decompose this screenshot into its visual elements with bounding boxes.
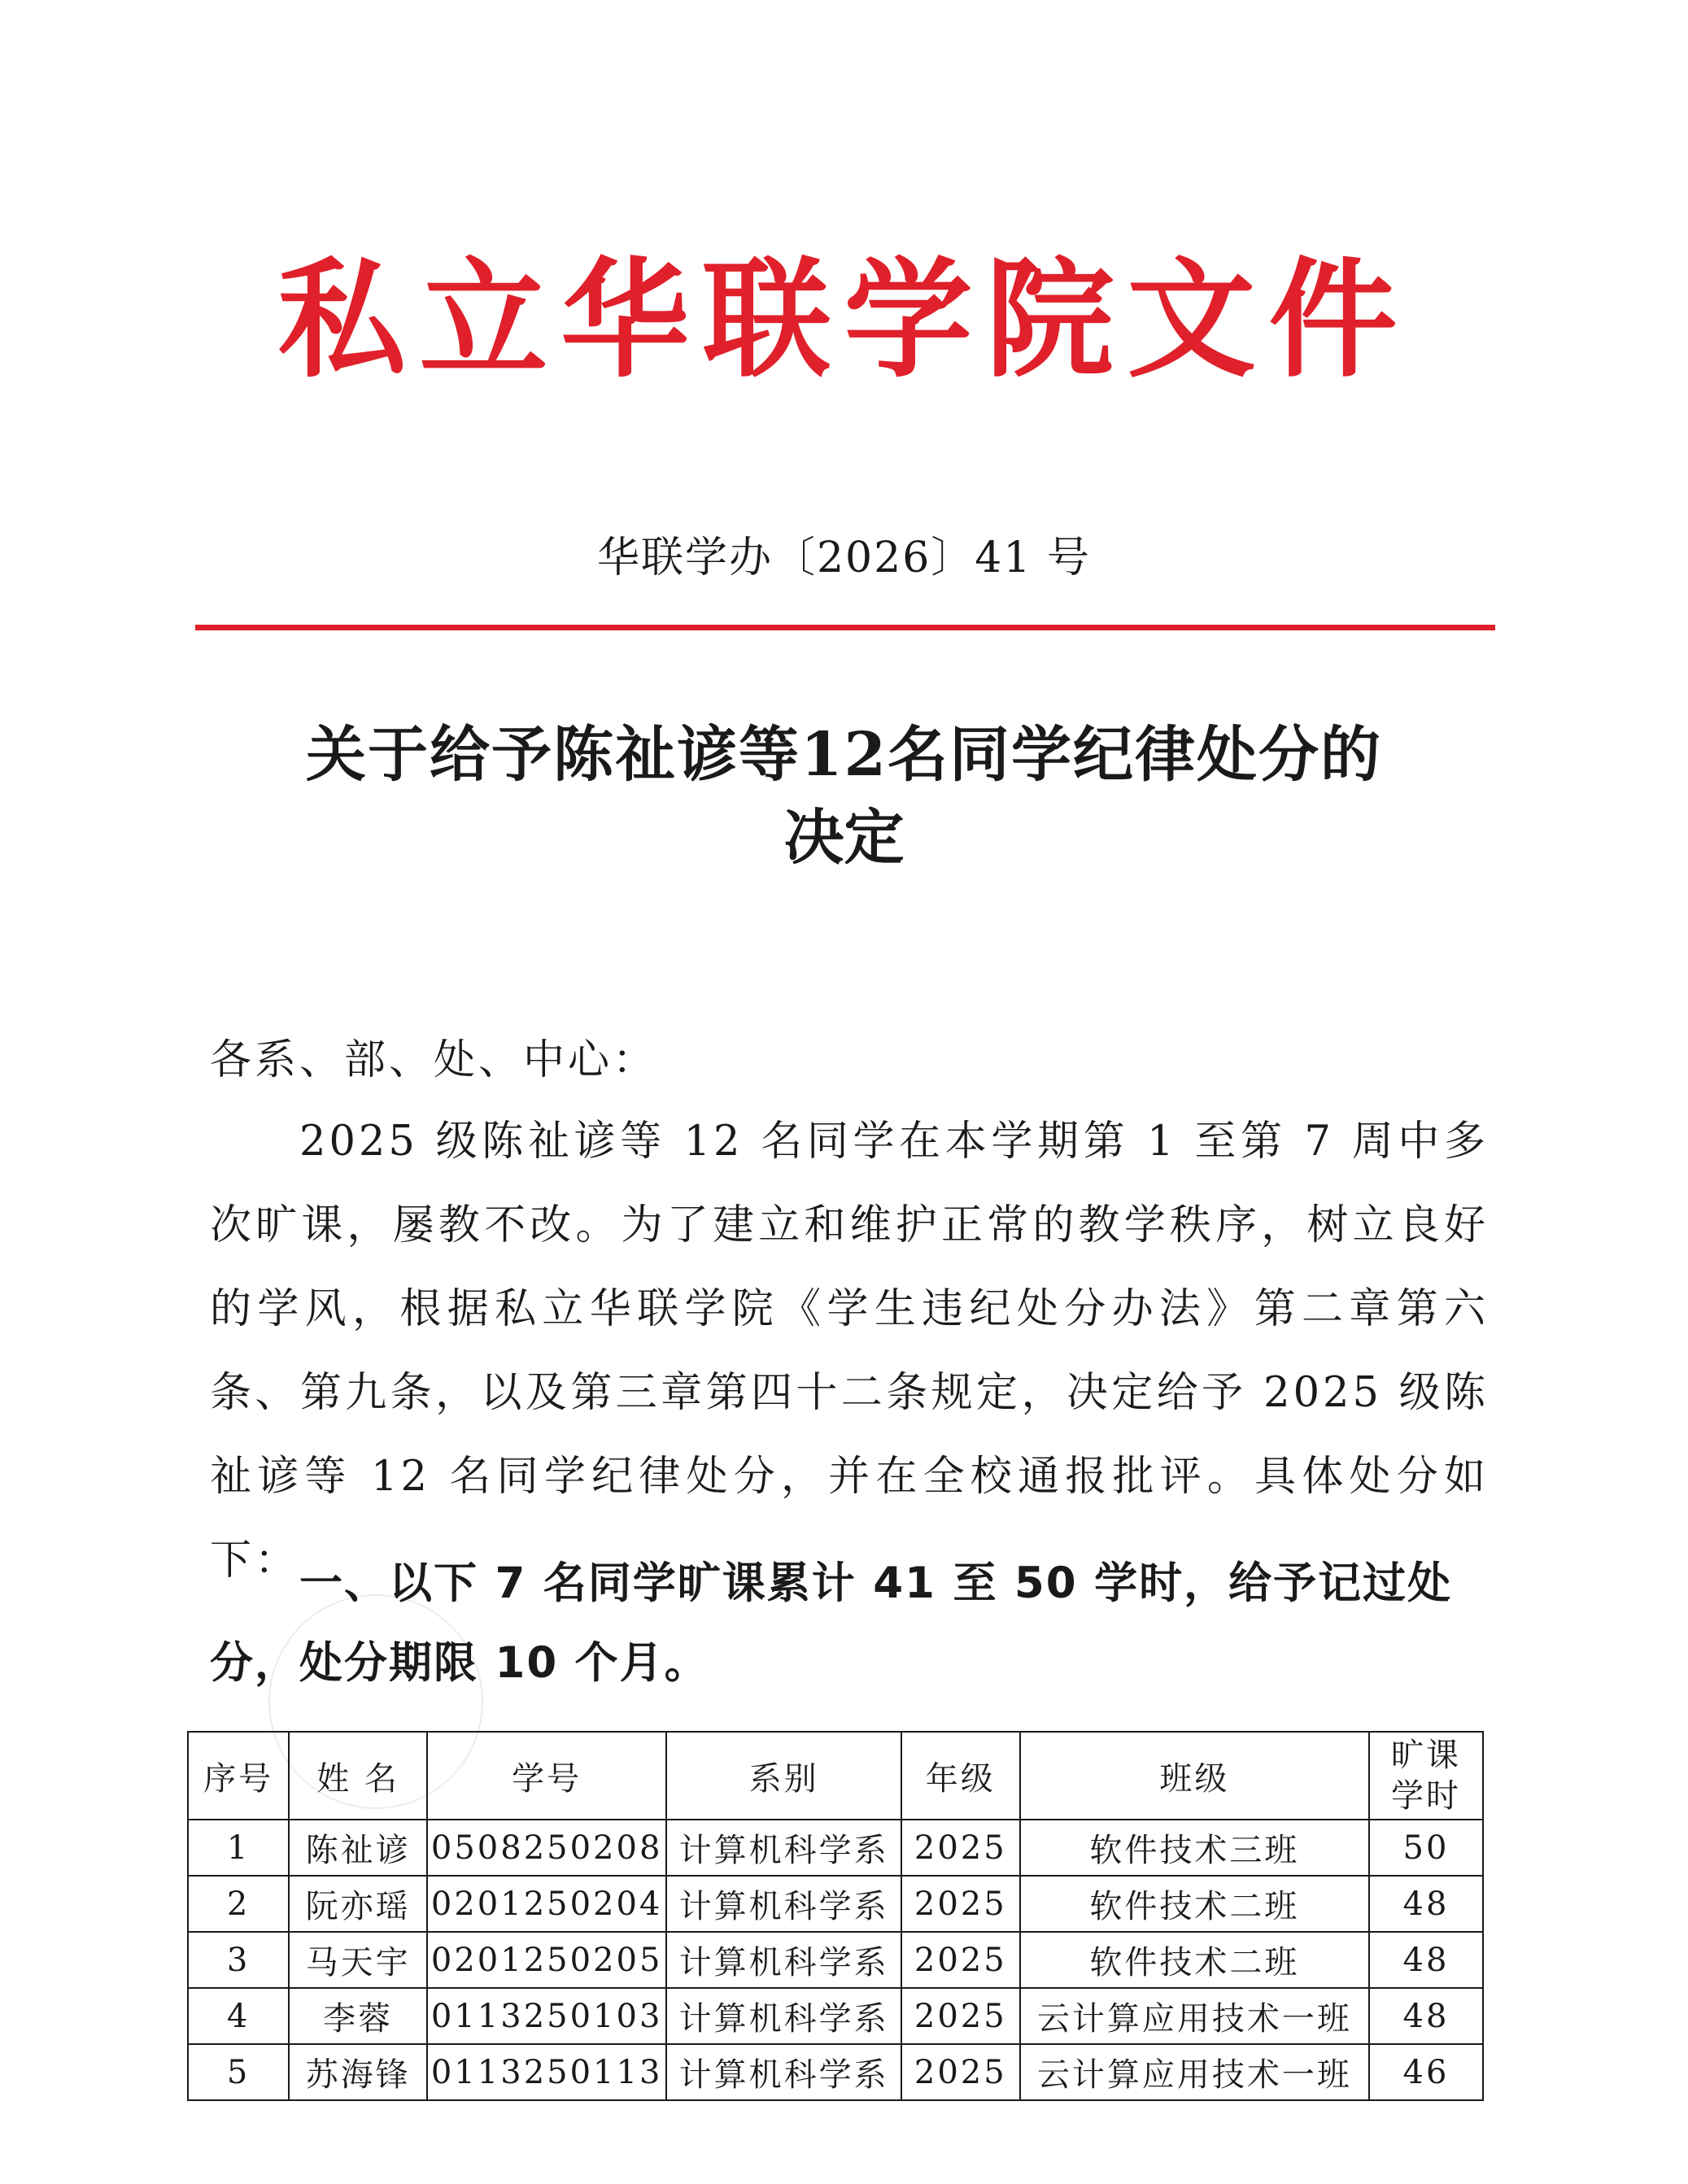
header-hours-line1: 旷课 (1390, 1737, 1461, 1774)
header-grade: 年级 (901, 1732, 1020, 1820)
cell-department: 计算机科学系 (666, 1876, 901, 1932)
cell-grade: 2025 (901, 1820, 1020, 1876)
decision-title-line2: 决定 (783, 803, 905, 874)
cell-name: 李蓉 (289, 1988, 427, 2044)
cell-student-id: 0201250204 (427, 1876, 667, 1932)
cell-grade: 2025 (901, 1932, 1020, 1988)
red-divider (195, 625, 1495, 630)
cell-name: 苏海锋 (289, 2044, 427, 2100)
decision-title-line1: 关于给予陈祉谚等12名同学纪律处分的 (306, 720, 1382, 790)
header-name: 姓 名 (289, 1732, 427, 1820)
cell-department: 计算机科学系 (666, 1932, 901, 1988)
cell-name: 马天宇 (289, 1932, 427, 1988)
cell-seq: 2 (188, 1876, 289, 1932)
cell-grade: 2025 (901, 1988, 1020, 2044)
body-paragraph: 2025 级陈祉谚等 12 名同学在本学期第 1 至第 7 周中多次旷课，屡教不改。为了建立和维护正常的教学秩序，树立良好的学风，根据私立华联学院《学生违纪处分办法》第二章第六条、第九条，以及第三章第四十二条规定，决定给予 2025 级陈祉谚等 12 名同学纪律处分，并在全校通报批评。具体处分如下： (210, 1118, 1489, 1585)
cell-department: 计算机科学系 (666, 1820, 901, 1876)
cell-seq: 3 (188, 1932, 289, 1988)
cell-class: 软件技术三班 (1020, 1820, 1369, 1876)
cell-hours: 48 (1369, 1988, 1483, 2044)
cell-hours: 50 (1369, 1820, 1483, 1876)
header-seq: 序号 (188, 1732, 289, 1820)
discipline-table (187, 1731, 1484, 2101)
org-title: 私立华联学院文件 (277, 245, 1411, 395)
salutation: 各系、部、处、中心： (210, 1036, 658, 1084)
cell-name: 陈祉谚 (289, 1820, 427, 1876)
cell-grade: 2025 (901, 2044, 1020, 2100)
table-header-row (188, 1732, 1483, 1820)
decision-title (0, 716, 1688, 877)
table-row (188, 1988, 1483, 2044)
section-heading-1: 一、以下 7 名同学旷课累计 41 至 50 学时，给予记过处分，处分期限 10 个月。 (210, 1558, 1453, 1688)
cell-student-id: 0113250103 (427, 1988, 667, 2044)
cell-seq: 5 (188, 2044, 289, 2100)
cell-department: 计算机科学系 (666, 2044, 901, 2100)
cell-department: 计算机科学系 (666, 1988, 901, 2044)
cell-hours: 48 (1369, 1876, 1483, 1932)
cell-hours: 48 (1369, 1932, 1483, 1988)
header-hours-line2: 学时 (1390, 1777, 1461, 1815)
table-row (188, 2044, 1483, 2100)
table-row (188, 1876, 1483, 1932)
table-row (188, 1932, 1483, 1988)
cell-seq: 4 (188, 1988, 289, 2044)
header-class: 班级 (1020, 1732, 1369, 1820)
cell-seq: 1 (188, 1820, 289, 1876)
cell-class: 软件技术二班 (1020, 1932, 1369, 1988)
cell-class: 软件技术二班 (1020, 1876, 1369, 1932)
cell-student-id: 0508250208 (427, 1820, 667, 1876)
doc-number: 华联学办〔2026〕41 号 (596, 534, 1092, 582)
header-department: 系别 (666, 1732, 901, 1820)
cell-hours: 46 (1369, 2044, 1483, 2100)
header-student-id: 学号 (427, 1732, 667, 1820)
table-row (188, 1820, 1483, 1876)
cell-student-id: 0201250205 (427, 1932, 667, 1988)
cell-name: 阮亦瑶 (289, 1876, 427, 1932)
cell-grade: 2025 (901, 1876, 1020, 1932)
cell-class: 云计算应用技术一班 (1020, 2044, 1369, 2100)
header-hours (1369, 1732, 1483, 1820)
cell-class: 云计算应用技术一班 (1020, 1988, 1369, 2044)
cell-student-id: 0113250113 (427, 2044, 667, 2100)
